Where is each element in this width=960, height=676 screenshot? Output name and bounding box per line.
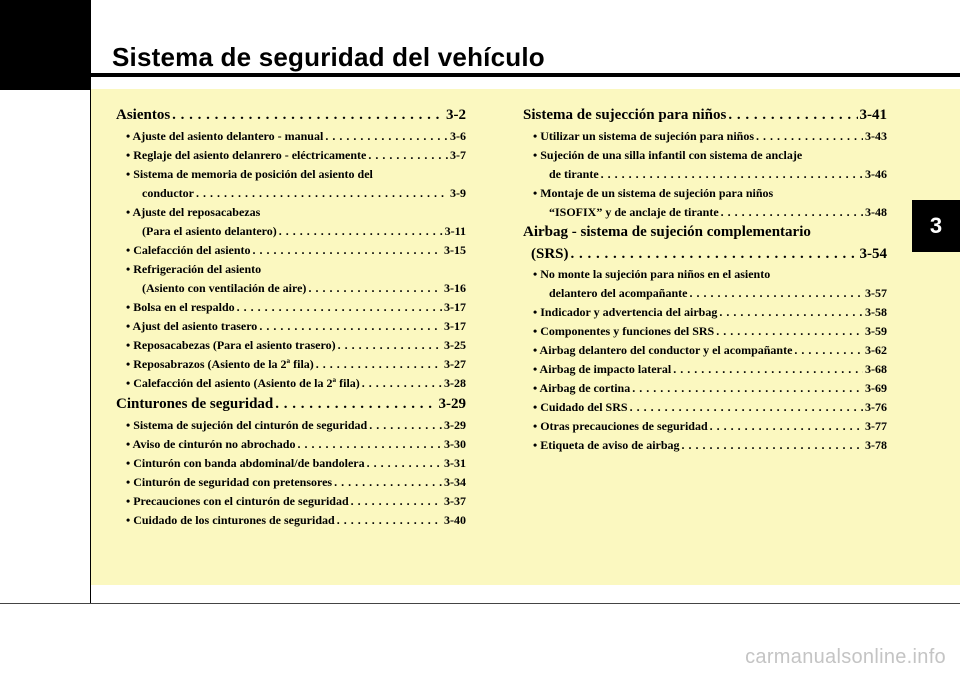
toc-entry-page: 3-40 bbox=[444, 513, 466, 527]
toc-entry-label: • Sujeción de una silla infantil con sistema de anclaje bbox=[533, 148, 803, 162]
toc-entry bbox=[523, 222, 887, 243]
dot-leader bbox=[689, 284, 863, 303]
toc-entry-label: • Refrigeración del asiento bbox=[126, 262, 262, 276]
toc-entry bbox=[523, 146, 887, 165]
toc-entry[interactable] bbox=[116, 454, 466, 473]
dot-leader bbox=[571, 243, 858, 265]
dot-leader bbox=[362, 374, 442, 393]
toc-entry[interactable] bbox=[116, 374, 466, 393]
toc-entry-page: 3-57 bbox=[865, 286, 887, 300]
toc-column-right bbox=[523, 104, 887, 455]
toc-entry[interactable] bbox=[116, 104, 466, 127]
toc-entry-label: • Sistema de memoria de posición del asiento del bbox=[126, 167, 373, 181]
dot-leader bbox=[716, 322, 863, 341]
toc-entry-page: 3-78 bbox=[865, 438, 887, 452]
toc-entry-page: 3-68 bbox=[865, 362, 887, 376]
toc-entry[interactable] bbox=[116, 184, 466, 203]
toc-entry[interactable] bbox=[116, 298, 466, 317]
dot-leader bbox=[172, 104, 444, 127]
toc-entry[interactable] bbox=[523, 104, 887, 127]
toc-entry-page: 3-29 bbox=[444, 418, 466, 432]
dot-leader bbox=[721, 203, 863, 222]
toc-entry bbox=[116, 203, 466, 222]
toc-entry-page: 3-29 bbox=[438, 396, 466, 412]
toc-entry-label: Sistema de sujección para niños bbox=[523, 107, 727, 123]
toc-entry-page: 3-27 bbox=[444, 357, 466, 371]
toc-entry-label: • Otras precauciones de seguridad bbox=[533, 419, 708, 433]
toc-entry[interactable] bbox=[116, 492, 466, 511]
toc-entry[interactable] bbox=[523, 417, 887, 436]
toc-entry-label: • Precauciones con el cinturón de seguridad bbox=[126, 494, 349, 508]
toc-entry-page: 3-34 bbox=[444, 475, 466, 489]
dot-leader bbox=[297, 435, 442, 454]
toc-entry[interactable] bbox=[523, 165, 887, 184]
chapter-tab[interactable]: 3 bbox=[912, 200, 960, 252]
toc-entry-page: 3-37 bbox=[444, 494, 466, 508]
toc-entry-page: 3-54 bbox=[859, 246, 887, 262]
dot-leader bbox=[728, 104, 857, 127]
dot-leader bbox=[253, 241, 442, 260]
corner-black-block bbox=[0, 0, 91, 90]
toc-entry-page: 3-25 bbox=[444, 338, 466, 352]
dot-leader bbox=[337, 511, 442, 530]
toc-entry-label: • Airbag delantero del conductor y el acompañante bbox=[533, 343, 793, 357]
toc-entry[interactable] bbox=[523, 341, 887, 360]
dot-leader bbox=[367, 454, 442, 473]
toc-entry-label: • Reglaje del asiento delanrero - eléctricamente bbox=[126, 148, 367, 162]
dot-leader bbox=[237, 298, 442, 317]
dot-leader bbox=[338, 336, 442, 355]
toc-entry-label: • Aviso de cinturón no abrochado bbox=[126, 437, 296, 451]
toc-entry-label: • Cuidado de los cinturones de seguridad bbox=[126, 513, 335, 527]
toc-entry-page: 3-77 bbox=[865, 419, 887, 433]
toc-entry-label: • Calefacción del asiento bbox=[126, 243, 251, 257]
toc-entry[interactable] bbox=[116, 473, 466, 492]
dot-leader bbox=[325, 127, 448, 146]
toc-entry[interactable] bbox=[523, 284, 887, 303]
toc-entry-label: • Utilizar un sistema de sujeción para niños bbox=[533, 129, 754, 143]
toc-entry-page: 3-76 bbox=[865, 400, 887, 414]
dot-leader bbox=[316, 355, 442, 374]
dot-leader bbox=[275, 393, 436, 416]
dot-leader bbox=[368, 146, 448, 165]
toc-entry[interactable] bbox=[116, 317, 466, 336]
dot-leader bbox=[756, 127, 863, 146]
toc-entry[interactable] bbox=[523, 127, 887, 146]
toc-entry-label: “ISOFIX” y de anclaje de tirante bbox=[549, 205, 719, 219]
toc-entry-label: • Reposabrazos (Asiento de la 2ª fila) bbox=[126, 357, 314, 371]
dot-leader bbox=[630, 398, 863, 417]
toc-entry[interactable] bbox=[116, 435, 466, 454]
toc-entry[interactable] bbox=[116, 279, 466, 298]
toc-entry-label: (Para el asiento delantero) bbox=[142, 224, 277, 238]
toc-entry-page: 3-15 bbox=[444, 243, 466, 257]
footer-rule bbox=[0, 603, 960, 604]
toc-entry-label: • Calefacción del asiento (Asiento de la 2ª fila) bbox=[126, 376, 360, 390]
toc-entry-label: • Cinturón de seguridad con pretensores bbox=[126, 475, 333, 489]
toc-entry bbox=[523, 184, 887, 203]
dot-leader bbox=[710, 417, 863, 436]
toc-entry-label: • Cinturón con banda abdominal/de bandolera bbox=[126, 456, 365, 470]
toc-entry-label: Asientos bbox=[116, 107, 171, 123]
toc-entry-label: • Montaje de un sistema de sujeción para niños bbox=[533, 186, 774, 200]
toc-entry[interactable] bbox=[116, 355, 466, 374]
toc-entry-label: • Ajust del asiento trasero bbox=[126, 319, 258, 333]
page-title: Sistema de seguridad del vehículo bbox=[112, 42, 545, 72]
toc-entry-page: 3-30 bbox=[444, 437, 466, 451]
toc-entry-page: 3-46 bbox=[865, 167, 887, 181]
toc-entry-label: • Sistema de sujeción del cinturón de seguridad bbox=[126, 418, 368, 432]
toc-entry[interactable] bbox=[116, 146, 466, 165]
toc-entry-label: • Ajuste del asiento delantero - manual bbox=[126, 129, 324, 143]
toc-entry[interactable] bbox=[523, 203, 887, 222]
toc-entry[interactable] bbox=[523, 243, 887, 265]
toc-entry-page: 3-6 bbox=[450, 129, 466, 143]
toc-entry[interactable] bbox=[116, 222, 466, 241]
toc-entry[interactable] bbox=[116, 127, 466, 146]
toc-column-left bbox=[116, 104, 466, 530]
toc-entry-label: (Asiento con ventilación de aire) bbox=[142, 281, 307, 295]
dot-leader bbox=[719, 303, 863, 322]
toc-entry-page: 3-2 bbox=[446, 107, 466, 123]
toc-entry[interactable] bbox=[523, 379, 887, 398]
toc-entry-label: • Cuidado del SRS bbox=[533, 400, 628, 414]
toc-entry-page: 3-69 bbox=[865, 381, 887, 395]
toc-entry-label: (SRS) bbox=[531, 246, 569, 262]
dot-leader bbox=[279, 222, 443, 241]
toc-entry[interactable] bbox=[523, 360, 887, 379]
toc-entry bbox=[116, 260, 466, 279]
toc-entry-page: 3-59 bbox=[865, 324, 887, 338]
toc-entry[interactable] bbox=[116, 336, 466, 355]
toc-entry-label: • Airbag de impacto lateral bbox=[533, 362, 672, 376]
toc-entry-page: 3-62 bbox=[865, 343, 887, 357]
toc-entry-label: • No monte la sujeción para niños en el asiento bbox=[533, 267, 771, 281]
toc-entry-label: • Airbag de cortina bbox=[533, 381, 631, 395]
toc-entry-page: 3-41 bbox=[859, 107, 887, 123]
toc-entry bbox=[116, 165, 466, 184]
dot-leader bbox=[601, 165, 863, 184]
dot-leader bbox=[673, 360, 863, 379]
toc-entry-label: • Reposacabezas (Para el asiento trasero) bbox=[126, 338, 336, 352]
toc-entry[interactable] bbox=[116, 511, 466, 530]
toc-entry-label: Cinturones de seguridad bbox=[116, 396, 274, 412]
watermark: carmanualsonline.info bbox=[745, 646, 946, 668]
toc-entry-page: 3-7 bbox=[450, 148, 466, 162]
toc-entry-page: 3-58 bbox=[865, 305, 887, 319]
toc-entry-page: 3-17 bbox=[444, 300, 466, 314]
toc-entry[interactable] bbox=[116, 393, 466, 416]
toc-entry-page: 3-48 bbox=[865, 205, 887, 219]
dot-leader bbox=[682, 436, 863, 455]
toc-entry-page: 3-17 bbox=[444, 319, 466, 333]
toc-entry-page: 3-9 bbox=[450, 186, 466, 200]
toc-entry-page: 3-28 bbox=[444, 376, 466, 390]
toc-entry-label: de tirante bbox=[549, 167, 599, 181]
toc-entry[interactable] bbox=[523, 436, 887, 455]
toc-entry[interactable] bbox=[116, 241, 466, 260]
dot-leader bbox=[259, 317, 442, 336]
title-underline bbox=[91, 73, 960, 77]
toc-entry-page: 3-11 bbox=[444, 224, 466, 238]
toc-entry-label: • Indicador y advertencia del airbag bbox=[533, 305, 718, 319]
dot-leader bbox=[308, 279, 442, 298]
toc-entry-label: delantero del acompañante bbox=[549, 286, 688, 300]
dot-leader bbox=[794, 341, 863, 360]
dot-leader bbox=[334, 473, 442, 492]
toc-entry-page: 3-16 bbox=[444, 281, 466, 295]
toc-entry-label: • Bolsa en el respaldo bbox=[126, 300, 235, 314]
toc-entry-page: 3-31 bbox=[444, 456, 466, 470]
dot-leader bbox=[369, 416, 442, 435]
toc-entry-label: conductor bbox=[142, 186, 194, 200]
dot-leader bbox=[632, 379, 863, 398]
toc-entry[interactable] bbox=[523, 303, 887, 322]
toc-entry-page: 3-43 bbox=[865, 129, 887, 143]
toc-entry[interactable] bbox=[523, 398, 887, 417]
toc-entry-label: Airbag - sistema de sujeción complementario bbox=[523, 224, 811, 240]
toc-entry[interactable] bbox=[116, 416, 466, 435]
toc-entry-label: • Etiqueta de aviso de airbag bbox=[533, 438, 680, 452]
toc-entry-label: • Componentes y funciones del SRS bbox=[533, 324, 715, 338]
toc-entry-label: • Ajuste del reposacabezas bbox=[126, 205, 261, 219]
toc-entry bbox=[523, 265, 887, 284]
dot-leader bbox=[351, 492, 442, 511]
dot-leader bbox=[196, 184, 448, 203]
toc-entry[interactable] bbox=[523, 322, 887, 341]
